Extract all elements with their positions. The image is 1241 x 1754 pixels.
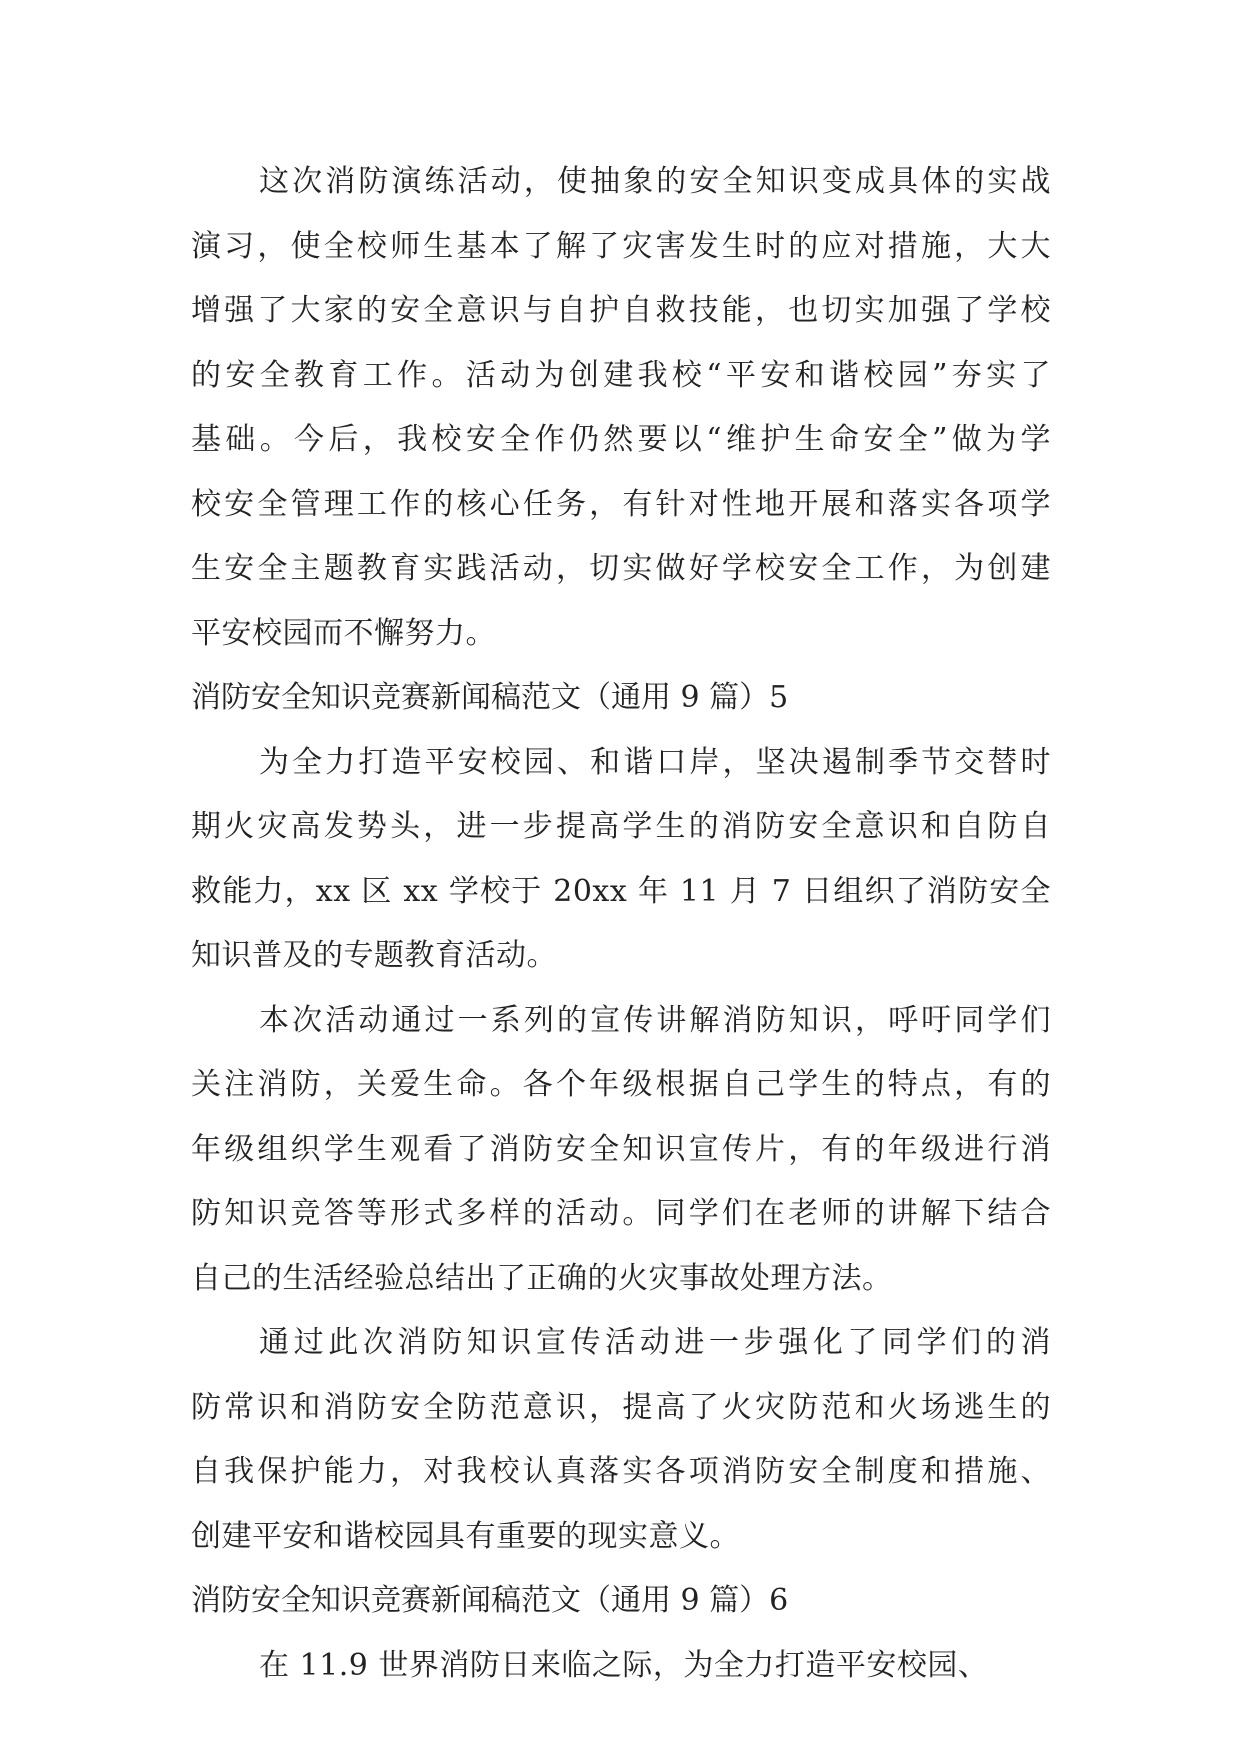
paragraph-line: 平安校园而不懈努力。 xyxy=(191,615,496,651)
paragraph-line: 通过此次消防知识宣传活动进一步强化了同学们的消 xyxy=(259,1325,1051,1360)
paragraph-line: 救能力，xx 区 xx 学校于 20xx 年 11 月 7 日组织了消防安全 xyxy=(191,873,1051,909)
paragraph-line: 关注消防，关爱生命。各个年级根据自己学生的特点，有的 xyxy=(191,1067,1051,1102)
paragraph-line: 知识普及的专题教育活动。 xyxy=(191,938,557,973)
paragraph-line: 防常识和消防安全防范意识，提高了火灾防范和火场逃生的 xyxy=(191,1389,1051,1425)
paragraph-line: 年级组织学生观看了消防安全知识宣传片，有的年级进行消 xyxy=(191,1131,1051,1167)
paragraph-line: 创建平安和谐校园具有重要的现实意义。 xyxy=(191,1518,740,1554)
section-heading: 消防安全知识竞赛新闻稿范文（通用 9 篇）5 xyxy=(191,680,789,715)
paragraph-line: 基础。今后，我校安全作仍然要以“维护生命安全”做为学 xyxy=(191,422,1051,457)
paragraph-line: 本次活动通过一系列的宣传讲解消防知识，呼吁同学们 xyxy=(259,1002,1051,1038)
document-page xyxy=(191,150,1051,1698)
paragraph-line: 自己的生活经验总结出了正确的火灾事故处理方法。 xyxy=(191,1260,893,1296)
paragraph-line: 在 11.9 世界消防日来临之际，为全力打造平安校园、 xyxy=(259,1647,989,1683)
section-heading: 消防安全知识竞赛新闻稿范文（通用 9 篇）6 xyxy=(191,1583,789,1618)
paragraph-line: 自我保护能力，对我校认真落实各项消防安全制度和措施、 xyxy=(191,1454,1051,1489)
paragraph-line: 生安全主题教育实践活动，切实做好学校安全工作，为创建 xyxy=(191,551,1051,586)
paragraph-line: 防知识竞答等形式多样的活动。同学们在老师的讲解下结合 xyxy=(191,1196,1051,1231)
paragraph-line: 演习，使全校师生基本了解了灾害发生时的应对措施，大大 xyxy=(191,228,1051,264)
paragraph-line: 这次消防演练活动，使抽象的安全知识变成具体的实战 xyxy=(259,164,1051,199)
paragraph-line: 增强了大家的安全意识与自护自救技能，也切实加强了学校 xyxy=(191,293,1051,328)
paragraph-line: 期火灾高发势头，进一步提高学生的消防安全意识和自防自 xyxy=(191,809,1051,844)
paragraph-line: 的安全教育工作。活动为创建我校“平安和谐校园”夯实了 xyxy=(191,357,1051,393)
paragraph-line: 为全力打造平安校园、和谐口岸，坚决遏制季节交替时 xyxy=(259,744,1051,780)
paragraph-line: 校安全管理工作的核心任务，有针对性地开展和落实各项学 xyxy=(191,486,1051,522)
